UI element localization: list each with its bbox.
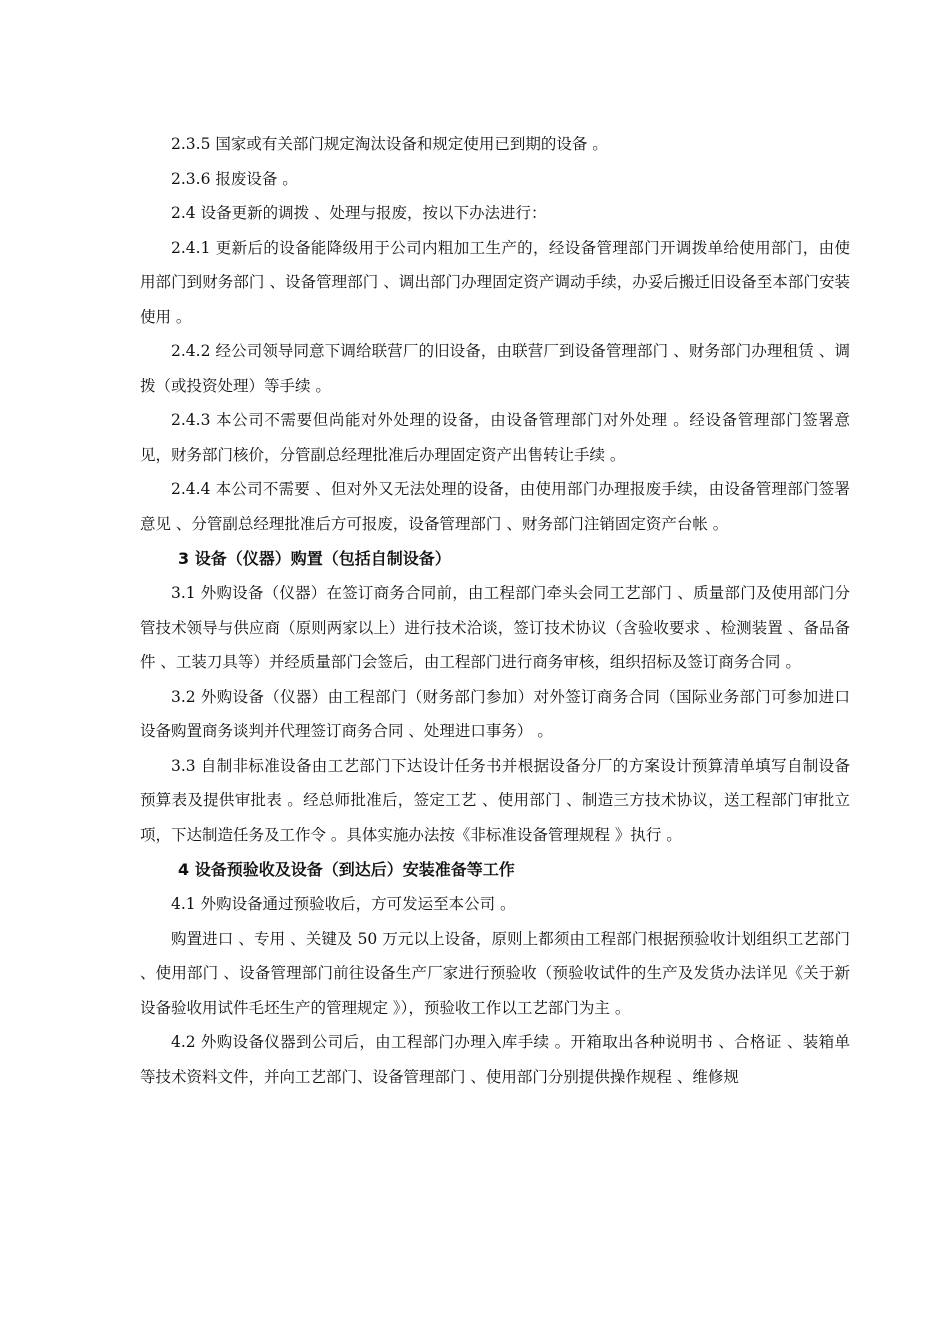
para-2-3-5: 2.3.5 国家或有关部门规定淘汰设备和规定使用已到期的设备 。 [171, 135, 608, 153]
para-3-2: 3.2 外购设备（仪器）由工程部门（财务部门参加）对外签订商务合同（国际业务部门可参加进口设备购置商务谈判并代理签订商务合同 、处理进口事务） 。 [140, 687, 850, 740]
para-2-4-1: 2.4.1 更新后的设备能降级用于公司内粗加工生产的，经设备管理部门开调拨单给使用部门，由使用部门到财务部门 、设备管理部门 、调出部门办理固定资产调动手续，办妥后搬迁旧设备至本部门安装使用 。 [140, 238, 850, 326]
para-2-4-3: 2.4.3 本公司不需要但尚能对外处理的设备，由设备管理部门对外处理 。经设备管理部门签署意见，财务部门核价，分管副总经理批准后办理固定资产出售转让手续 。 [140, 411, 850, 464]
para-2-3-6: 2.3.6 报废设备 。 [171, 169, 298, 188]
para-3-3: 3.3 自制非标准设备由工艺部门下达设计任务书并根据设备分厂的方案设计预算清单填写自制设备预算表及提供审批表 。经总师批准后，签定工艺 、使用部门 、制造三方技术协议，送工程部门审批立项，下达制造任务及工作令 。具体实施办法按《非标准设备管理规程 》执行 。 [140, 756, 850, 844]
para-4-2: 4.2 外购设备仪器到公司后，由工程部门办理入库手续 。开箱取出各种说明书 、合格证 、装箱单等技术资料文件，并向工艺部门、设备管理部门 、使用部门分别提供操作规程 、维修规 [140, 1033, 850, 1086]
para-2-4-4: 2.4.4 本公司不需要 、但对外又无法处理的设备，由使用部门办理报废手续，由设备管理部门签署意见 、分管副总经理批准后方可报废，设备管理部门 、财务部门注销固定资产台帐 。 [140, 480, 850, 533]
heading-section-3: 3 设备（仪器）购置（包括自制设备） [178, 549, 451, 568]
heading-section-4: 4 设备预验收及设备（到达后）安装准备等工作 [178, 860, 515, 879]
para-4-1: 4.1 外购设备通过预验收后，方可发运至本公司 。 [171, 895, 516, 913]
para-4-1-detail: 购置进口 、专用 、关键及 50 万元以上设备，原则上都须由工程部门根据预验收计划组织工艺部门 、使用部门 、设备管理部门前往设备生产厂家进行预验收（预验收试件的生产及发货办法详见《关于新设备验收用试件毛坯生产的管理规定 》），预验收工作以工艺部门为主 。 [140, 929, 850, 1017]
para-3-1: 3.1 外购设备（仪器）在签订商务合同前，由工程部门牵头会同工艺部门 、质量部门及使用部门分管技术领导与供应商（原则两家以上）进行技术洽谈，签订技术协议（含验收要求 、检测装置 、备品备件 、工装刀具等）并经质量部门会签后，由工程部门进行商务审核，组织招标及签订商务合同 。 [140, 584, 850, 671]
para-2-4-2: 2.4.2 经公司领导同意下调给联营厂的旧设备，由联营厂到设备管理部门 、财务部门办理租赁 、调拨（或投资处理）等手续 。 [140, 342, 850, 395]
para-2-4: 2.4 设备更新的调拨 、处理与报废，按以下办法进行： [171, 204, 547, 222]
document-body [140, 127, 850, 1094]
